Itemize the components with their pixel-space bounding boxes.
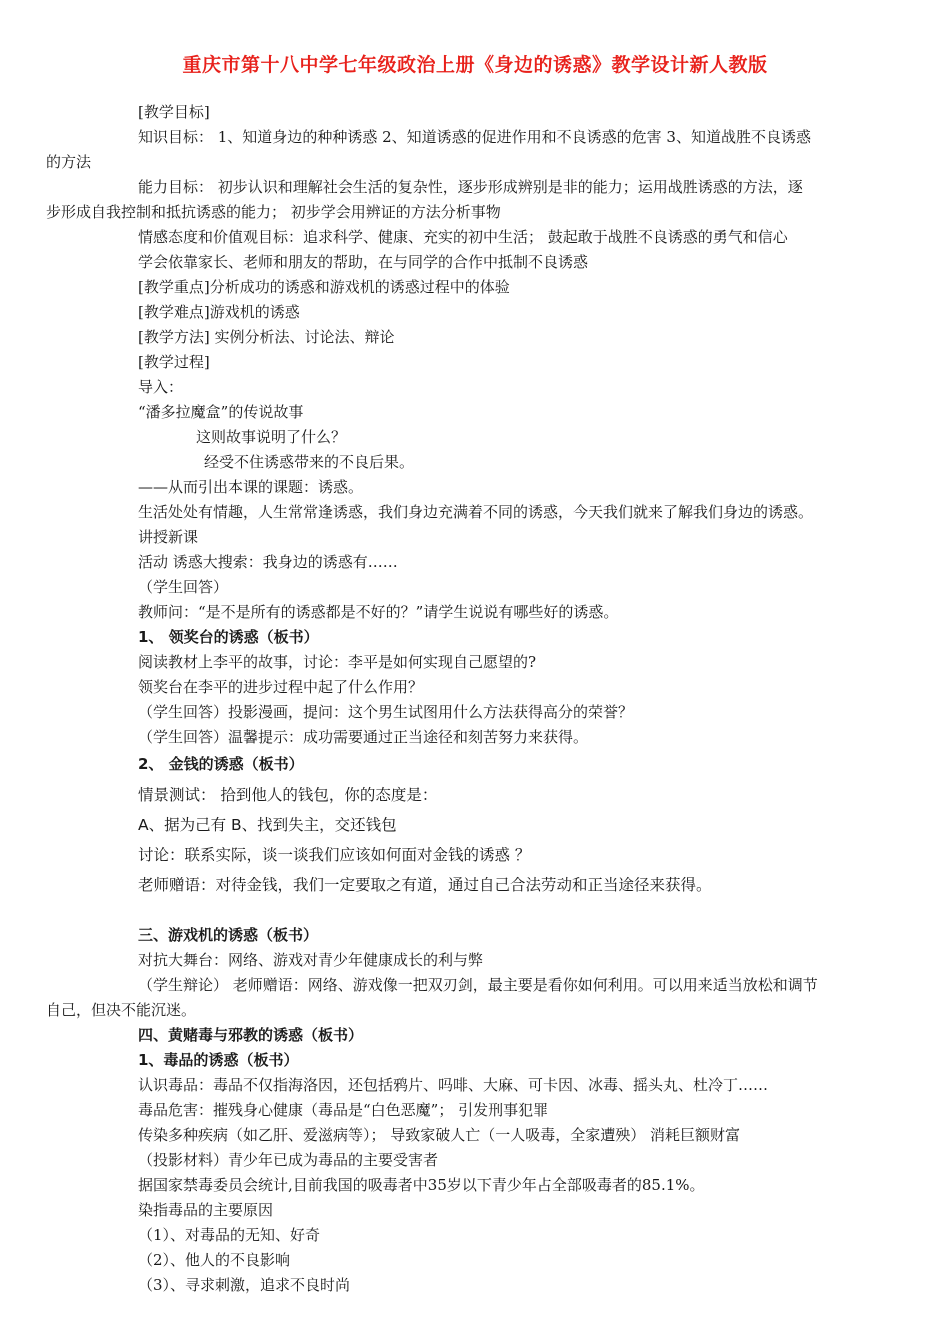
heading-money: 2、 金钱的诱惑（板书） [138,755,304,773]
podium-question: 领奖台在李平的进步过程中起了什么作用？ [138,678,424,696]
teaching-process: [教学过程] [138,353,210,371]
drugs-harm-cont: 传染多种疾病（如乙肝、爱滋病等）； 导致家破人亡（一人吸毒，全家遭殃） 消耗巨额财富 [138,1126,741,1144]
podium-tip: （学生回答）温馨提示：成功需要通过正当途径和刻苦努力来获得。 [138,728,589,746]
attitude-goal-cont: 学会依靠家长、老师和朋友的帮助，在与同学的合作中抵制不良诱惑 [138,253,589,271]
heading-drugs: 1、毒品的诱惑（板书） [138,1051,299,1069]
knowledge-goal-cont: 的方法 [46,153,92,171]
podium-cartoon: （学生回答）投影漫画，提问：这个男生试图用什么方法获得高分的荣誉？ [138,703,634,721]
games-teacher-words-cont: 自己，但决不能沉迷。 [46,1001,197,1019]
activity-search: 活动 诱惑大搜索：我身边的诱惑有…… [138,553,398,571]
heading-games: 三、游戏机的诱惑（板书） [138,926,319,944]
pandora-story: “潘多拉魔盒”的传说故事 [138,403,304,421]
money-scenario: 情景测试： 拾到他人的钱包，你的态度是： [138,786,438,804]
intro-label: 导入： [138,378,184,396]
story-question: 这则故事说明了什么？ [196,428,347,446]
money-options: A、据为己有 B、找到失主，交还钱包 [138,816,397,834]
money-teacher-words: 老师赠语：对待金钱，我们一定要取之有道，通过自己合法劳动和正当途径来获得。 [138,876,712,894]
teaching-focus: [教学重点]分析成功的诱惑和游戏机的诱惑过程中的体验 [138,278,510,296]
ability-goal: 能力目标： 初步认识和理解社会生活的复杂性，逐步形成辨别是非的能力；运用战胜诱惑的方法，逐 [138,178,803,196]
section-heading-goals: [教学目标] [138,103,210,121]
attitude-goal: 情感态度和价值观目标：追求科学、健康、充实的初中生活； 鼓起敢于战胜不良诱惑的勇气和信心 [138,228,788,246]
drugs-cause-1: （1）、对毒品的无知、好奇 [138,1226,321,1244]
teaching-difficulty: [教学难点]游戏机的诱惑 [138,303,300,321]
ability-goal-cont: 步形成自我控制和抵抗诱惑的能力； 初步学会用辨证的方法分析事物 [46,203,501,221]
teaching-method: [教学方法] 实例分析法、讨论法、辩论 [138,328,395,346]
drugs-causes-heading: 染指毒品的主要原因 [138,1201,274,1219]
teacher-question: 教师问：“是不是所有的诱惑都是不好的？”请学生说说有哪些好的诱惑。 [138,603,619,621]
games-teacher-words: （学生辩论） 老师赠语：网络、游戏像一把双刃剑，最主要是看你如何利用。可以用来适当放松和调节 [138,976,818,994]
story-answer: 经受不住诱惑带来的不良后果。 [204,453,415,471]
drugs-harm: 毒品危害：摧残身心健康（毒品是“白色恶魔”； 引发刑事犯罪 [138,1101,549,1119]
games-debate-topic: 对抗大舞台：网络、游戏对青少年健康成长的利与弊 [138,951,484,969]
drugs-statistics: 据国家禁毒委员会统计,目前我国的吸毒者中35岁以下青少年占全部吸毒者的85.1%。 [138,1176,705,1194]
drugs-cause-3: （3）、寻求刺激，追求不良时尚 [138,1276,351,1294]
drugs-know: 认识毒品：毒品不仅指海洛因，还包括鸦片、吗啡、大麻、可卡因、冰毒、摇头丸、杜冷丁…… [138,1076,769,1094]
new-lesson-label: 讲授新课 [138,528,199,546]
drugs-material: （投影材料）青少年已成为毒品的主要受害者 [138,1151,439,1169]
podium-read: 阅读教材上李平的故事，讨论：李平是如何实现自己愿望的? [138,653,537,671]
student-answer-1: （学生回答） [138,578,229,596]
intro-paragraph: 生活处处有情趣，人生常常逢诱惑，我们身边充满着不同的诱惑，今天我们就来了解我们身边的诱惑。 [138,503,814,521]
knowledge-goal: 知识目标： 1、知道身边的种种诱惑 2、知道诱惑的促进作用和不良诱惑的危害 3、知道战胜不良诱惑 [138,128,811,146]
document-title: 重庆市第十八中学七年级政治上册《身边的诱惑》教学设计新人教版 [182,54,768,76]
heading-podium: 1、 领奖台的诱惑（板书） [138,628,319,646]
topic-lead: ——从而引出本课的课题：诱惑。 [138,478,364,496]
heading-vice: 四、黄赌毒与邪教的诱惑（板书） [138,1026,364,1044]
drugs-cause-2: （2）、他人的不良影响 [138,1251,291,1269]
money-discussion: 讨论：联系实际，谈一谈我们应该如何面对金钱的诱惑 ？ [138,846,531,864]
